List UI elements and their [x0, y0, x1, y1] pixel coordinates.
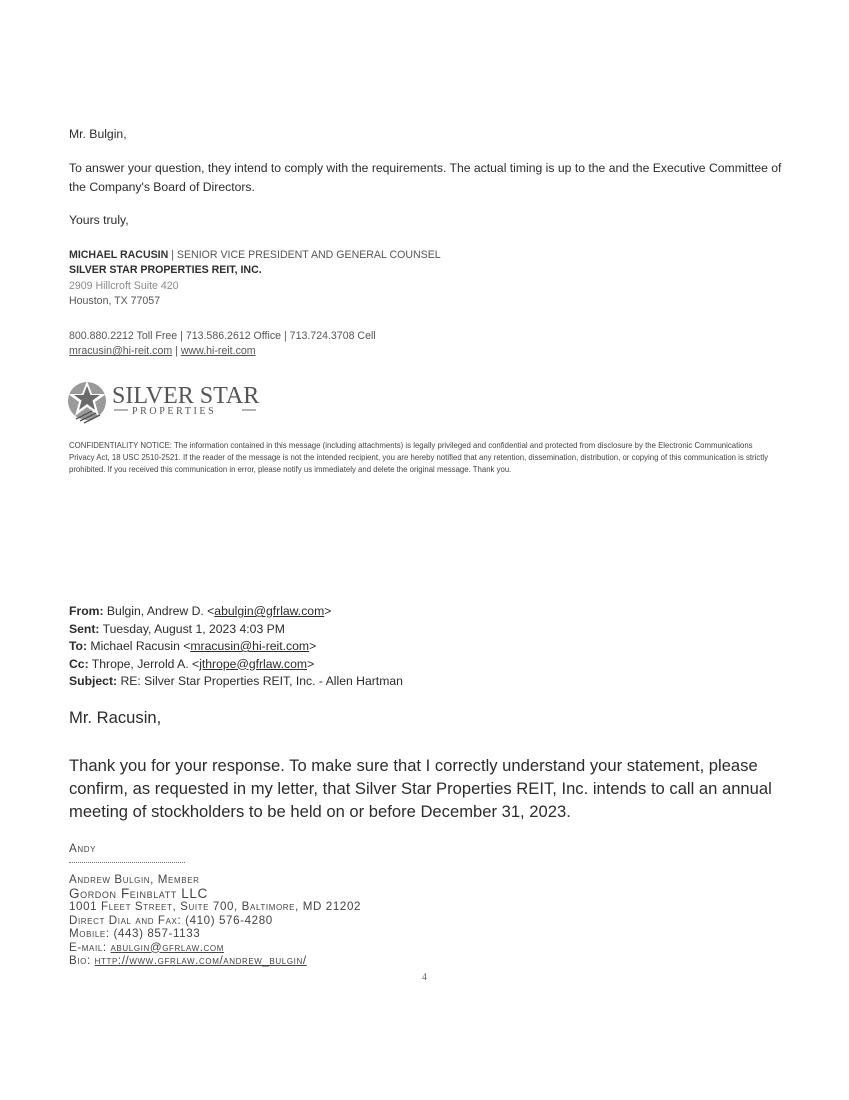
original-signoff: Andy	[69, 842, 97, 855]
reply-body: To answer your question, they intend to comply with the requirements. The actual timing is up to the and the Executive Committee of the Company's Board of Directors.	[69, 161, 782, 194]
sig2-name: Andrew Bulgin, Member	[69, 873, 200, 886]
signature-name-line	[69, 248, 441, 263]
logo-subtitle: PROPERTIES	[132, 406, 217, 417]
silver-star-logo	[66, 375, 276, 427]
original-body: Thank you for your response. To make sure that I correctly understand your statement, please confirm, as requested in my letter, that Silver Star Properties REIT, Inc. intends to call an annual meeting of stockholders to be held on or before December 31, 2023.	[69, 756, 772, 821]
sig2-bio-line: Bio: http://www.gfrlaw.com/andrew_bulgin/	[69, 954, 307, 967]
sig2-firm: Gordon Feinblatt LLC	[69, 885, 208, 901]
original-signature-block	[69, 873, 361, 968]
sig2-direct: Direct Dial and Fax: (410) 576-4280	[69, 913, 273, 927]
signature-links	[69, 344, 256, 359]
star-emblem-icon	[66, 375, 276, 427]
confidentiality-notice: CONFIDENTIALITY NOTICE: The information contained in this message (including attachments) is legally privileged and confidential and protected from disclosure by the Electronic Communications Privacy Act, 18 USC 2510-2521. If the reader of the message is not the intended recipient, you are hereby notified that any retention, dissemination, distribution, or copying of this communication is strictly prohibited. If you received this communication in error, please notify us immediately and delete the original message. Thank you.	[69, 441, 769, 475]
sig2-email-link[interactable]: abulgin@gfrlaw.com	[110, 940, 225, 954]
to-email-link[interactable]: mracusin@hi-reit.com	[190, 639, 310, 653]
signature-email-link[interactable]: mracusin@hi-reit.com	[69, 345, 173, 357]
header-from: From: Bulgin, Andrew D. <abulgin@gfrlaw.com>	[69, 604, 332, 618]
header-subject: Subject: RE: Silver Star Properties REIT, Inc. - Allen Hartman	[69, 674, 403, 688]
signature-address-line1: 2909 Hillcroft Suite 420	[69, 280, 179, 292]
original-salutation: Mr. Racusin,	[69, 708, 162, 727]
from-email-link[interactable]: abulgin@gfrlaw.com	[214, 604, 325, 618]
sig2-bio-link[interactable]: http://www.gfrlaw.com/andrew_bulgin/	[94, 954, 307, 967]
links-separator: |	[172, 345, 181, 357]
signature-name: MICHAEL RACUSIN	[69, 249, 169, 261]
sig2-email-line: E-mail: abulgin@gfrlaw.com	[69, 940, 225, 954]
sig2-mobile: Mobile: (443) 857-1133	[69, 927, 201, 940]
reply-closing: Yours truly,	[69, 213, 129, 227]
header-sent: Sent: Tuesday, August 1, 2023 4:03 PM	[69, 621, 285, 636]
signature-phones: 800.880.2212 Toll Free | 713.586.2612 Office | 713.724.3708 Cell	[69, 330, 376, 342]
signature-title: SENIOR VICE PRESIDENT AND GENERAL COUNSEL	[176, 249, 441, 261]
header-to: To: Michael Racusin <mracusin@hi-reit.com>	[69, 639, 317, 653]
logo-name: SILVER STAR	[112, 383, 260, 409]
original-email-header	[69, 603, 403, 691]
reply-salutation: Mr. Bulgin,	[69, 127, 127, 141]
signature-divider	[69, 862, 185, 863]
cc-email-link[interactable]: jthrope@gfrlaw.com	[199, 656, 308, 671]
sig2-address: 1001 Fleet Street, Suite 700, Baltimore, MD 21202	[69, 900, 362, 913]
header-cc: Cc: Thrope, Jerrold A. <jthrope@gfrlaw.com>	[69, 656, 315, 671]
signature-website-link[interactable]: www.hi-reit.com	[180, 345, 256, 357]
signature-separator: |	[168, 249, 177, 261]
signature-company: SILVER STAR PROPERTIES REIT, INC.	[69, 264, 262, 276]
signature-address-line2: Houston, TX 77057	[69, 295, 161, 307]
page-number: 4	[422, 972, 427, 983]
